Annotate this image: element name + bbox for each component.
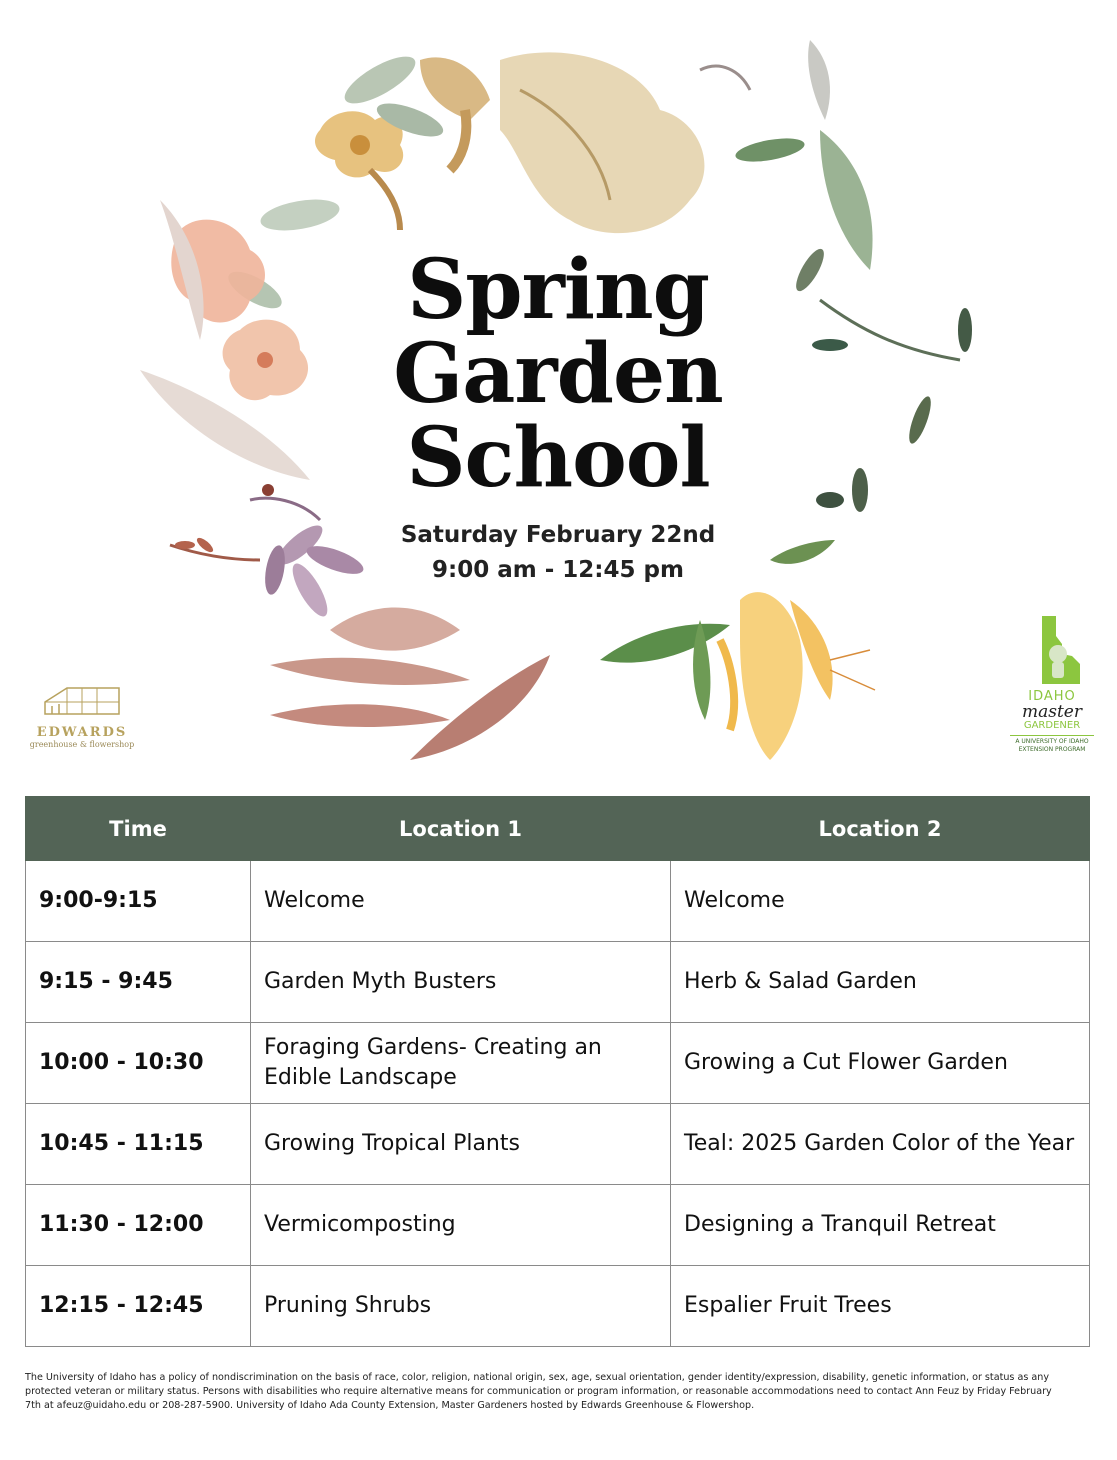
location-1-cell: Pruning Shrubs [251,1266,671,1347]
event-time: 9:00 am - 12:45 pm [432,557,684,583]
time-cell: 9:00-9:15 [26,861,251,942]
header-location-1: Location 1 [251,797,671,861]
location-2-cell: Herb & Salad Garden [671,942,1090,1023]
header-location-2: Location 2 [671,797,1090,861]
idaho-text: IDAHO [1028,689,1076,704]
table-row [26,1266,1090,1347]
nondiscrimination-disclaimer: The University of Idaho has a policy of nondiscrimination on the basis of race, color, religion, national origin, sex, age, sexual orientation, gender identity/expression, disability, genetic information, or status as any protected veteran or military status. Persons with disabilities who require alternative means for communication or program information, or reasonable accommodations need to contact Ann Feuz by Friday February 7th at afeuz@uidaho.edu or 208-287-5900. University of Idaho Ada County Extension, Master Gardeners hosted by Edwards Greenhouse & Flowershop. [25,1372,1052,1411]
time-cell: 9:15 - 9:45 [26,942,251,1023]
edwards-logo [22,684,142,756]
location-1-cell: Welcome [251,861,671,942]
location-2-cell: Espalier Fruit Trees [671,1266,1090,1347]
event-title [308,242,808,506]
event-datetime [358,518,758,588]
table-row [26,1185,1090,1266]
event-date: Saturday February 22nd [400,522,716,548]
schedule-header-row [26,797,1090,861]
location-1-cell: Garden Myth Busters [251,942,671,1023]
purple-leaf-spray-icon [250,498,367,621]
fern-frond-icon [700,40,873,270]
header-time: Time [26,797,251,861]
title-line-1: Spring [407,242,709,338]
edwards-name: EDWARDS [36,725,128,740]
location-2-cell: Growing a Cut Flower Garden [671,1023,1090,1104]
table-row [26,1023,1090,1104]
idaho-state-icon [1022,614,1082,686]
location-2-cell: Teal: 2025 Garden Color of the Year [671,1104,1090,1185]
location-1-cell: Vermicomposting [251,1185,671,1266]
master-text: master [1022,702,1082,722]
location-1-cell: Foraging Gardens- Creating an Edible Landscape [251,1023,671,1104]
time-cell: 11:30 - 12:00 [26,1185,251,1266]
gardener-text: GARDENER [1023,720,1081,731]
extension-text: EXTENSION PROGRAM [1018,746,1086,753]
title-line-3: School [406,410,710,506]
table-row [26,1104,1090,1185]
time-cell: 12:15 - 12:45 [26,1266,251,1347]
idaho-master-gardener-logo [1010,614,1094,764]
greenhouse-icon [37,684,127,722]
location-2-cell: Designing a Tranquil Retreat [671,1185,1090,1266]
location-1-cell: Growing Tropical Plants [251,1104,671,1185]
location-2-cell: Welcome [671,861,1090,942]
uidaho-text: A UNIVERSITY OF IDAHO [1010,735,1094,746]
grass-seed-head-icon [791,245,972,512]
title-line-2: Garden [393,326,723,422]
schedule-table [25,796,1090,1347]
time-cell: 10:45 - 11:15 [26,1104,251,1185]
table-row [26,861,1090,942]
table-row [26,942,1090,1023]
honeysuckle-flower-icon [720,592,875,760]
tan-lily-flower-icon [420,52,704,233]
mauve-leaves-icon [270,608,550,761]
edwards-tagline: greenhouse & flowershop [29,740,135,749]
time-cell: 10:00 - 10:30 [26,1023,251,1104]
